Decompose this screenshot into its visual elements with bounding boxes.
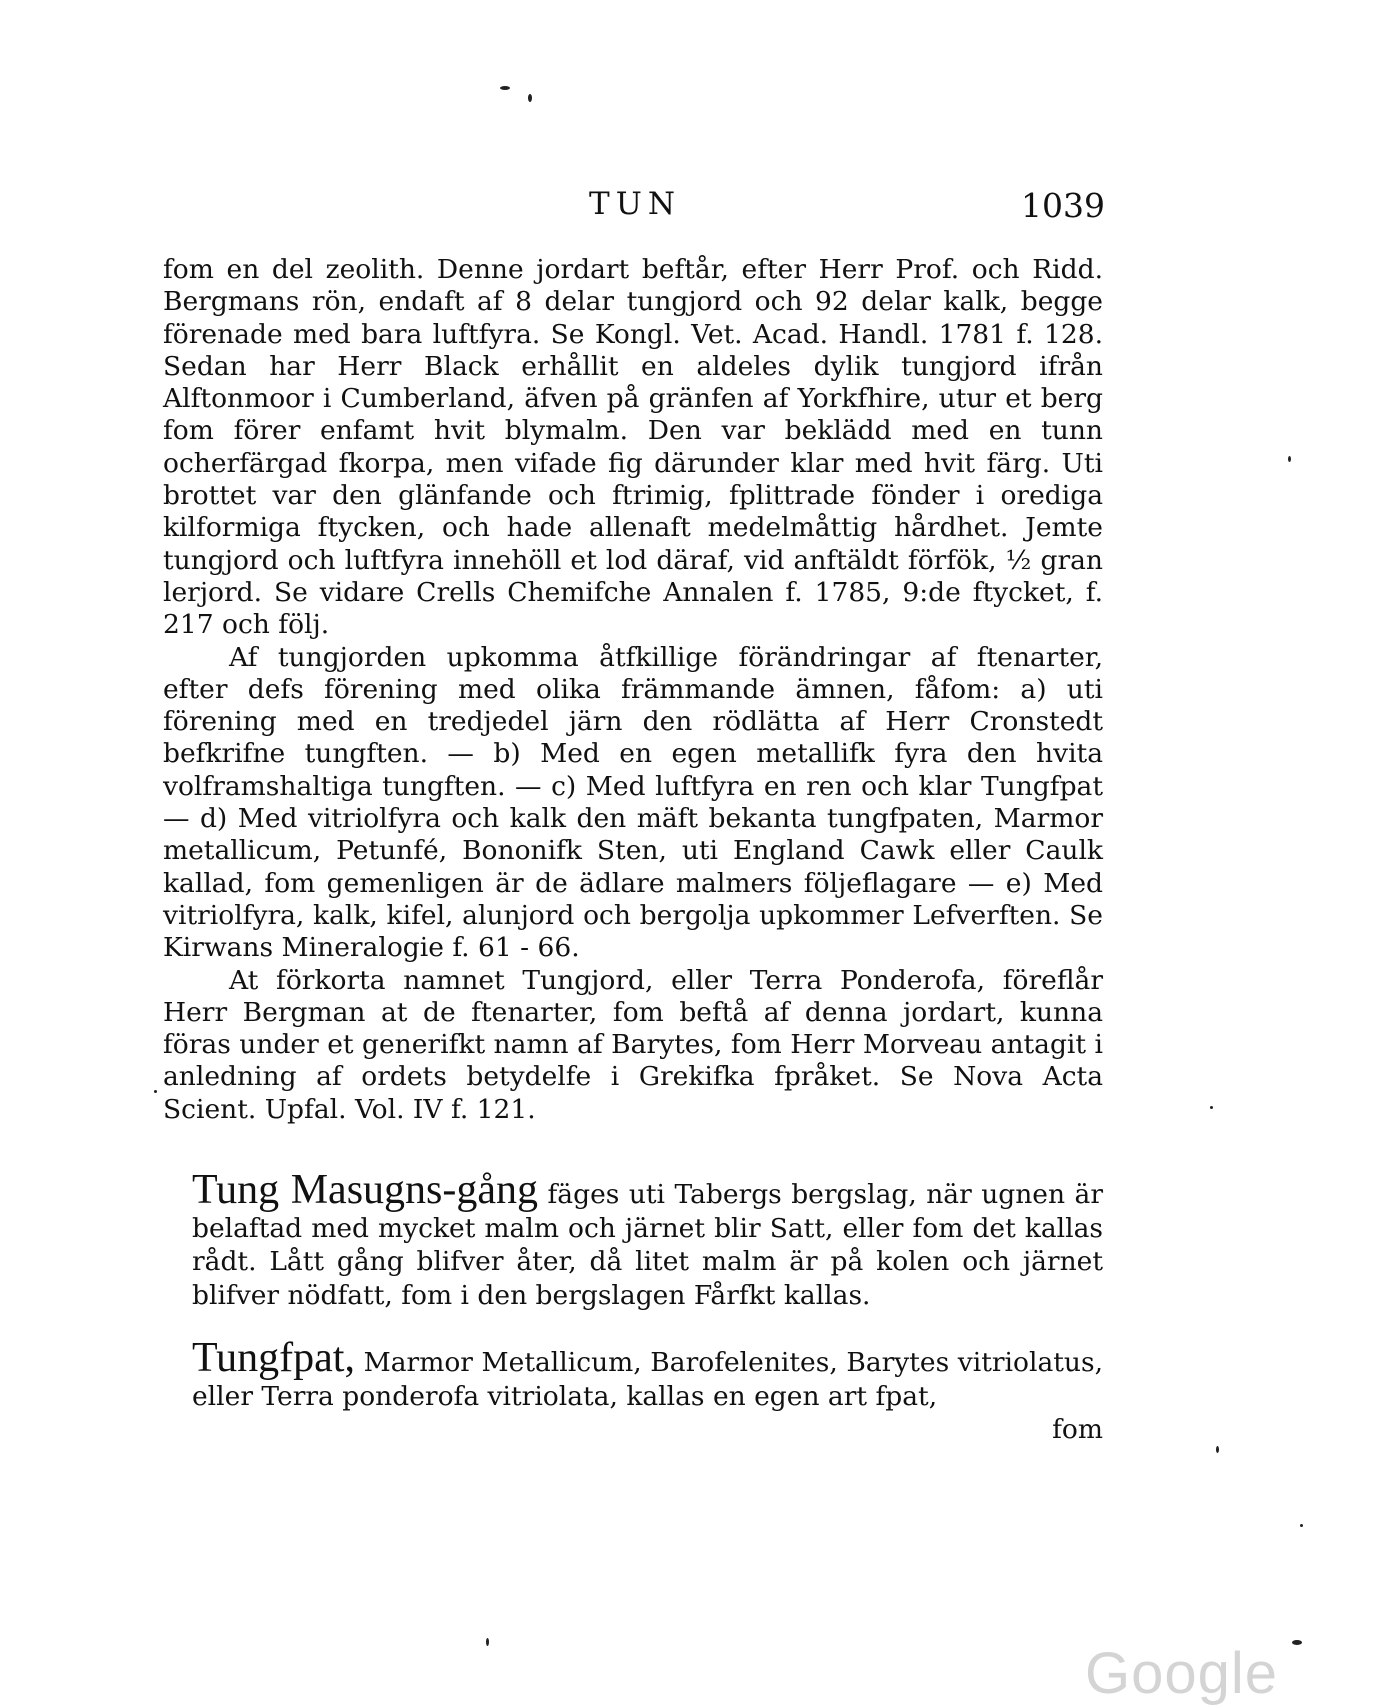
- scan-speck: [528, 94, 532, 102]
- entry-headword: Tung Masugns-gång: [192, 1167, 539, 1213]
- entry-text: Marmor Metallicum, Barofelenites, Barytes vitriolatus, eller Terra ponderofa vitriolata, kallas en egen art fpat,: [192, 1347, 1103, 1412]
- entry-text: fäges uti Tabergs bergslag, när ugnen är belaftad med mycket malm och järnet blir Satt, eller fom det kallas rådt. Lått gång blifver åter, då litet malm är på kolen och järnet blifver nödfatt, fom i den bergslagen Fårfkt kallas.: [192, 1179, 1103, 1311]
- scan-speck: [486, 1638, 489, 1646]
- scan-speck: [1288, 456, 1291, 462]
- catchword: fom: [1052, 1414, 1103, 1445]
- scan-speck: [1216, 1446, 1219, 1453]
- paragraph-3: At förkorta namnet Tungjord, eller Terra Ponderofa, föreflår Herr Bergman at de ftenarter, fom beftå af denna jordart, kunna föras under et generifkt namn af Barytes, fom Herr Morveau antagit i anledning af ordets betydelfe i Grekifka fpråket. Se Nova Acta Scient. Upfal. Vol. IV f. 121.: [163, 964, 1103, 1125]
- running-head: TUN: [589, 186, 681, 222]
- entry-headword: Tungfpat,: [192, 1335, 355, 1381]
- scan-speck: [500, 86, 510, 90]
- scan-speck: [1300, 1524, 1303, 1527]
- scan-speck: [1292, 1640, 1302, 1645]
- scan-speck: [1210, 1106, 1213, 1109]
- paragraph-2: Af tungjorden upkomma åtfkillige förändringar af ftenarter, efter defs förening med olika främmande ämnen, fåfom: a) uti förening med en tredjedel järn den rödlätta af Herr Cronstedt befkrifne tungften. — b) Med en egen metallifk fyra den hvita volframshaltiga tungften. — c) Med luftfyra en ren och klar Tungfpat — d) Med vitriolfyra och kalk den mäft bekanta tungfpaten, Marmor metallicum, Petunfé, Bononifk Sten, uti England Cawk eller Caulk kallad, fom gemenligen är de ädlare malmers följeflagare — e) Med vitriolfyra, kalk, kifel, alunjord och bergolja upkommer Lefverften. Se Kirwans Mineralogie f. 61 - 66.: [163, 641, 1103, 964]
- page-number: 1039: [1021, 186, 1105, 225]
- paragraph-1: fom en del zeolith. Denne jordart beftår, efter Herr Prof. och Ridd. Bergmans rön, endaft af 8 delar tungjord och 92 delar kalk, begge förenade med bara luftfyra. Se Kongl. Vet. Acad. Handl. 1781 f. 128. Sedan har Herr Black erhållit en aldeles dylik tungjord ifrån Alftonmoor i Cumberland, äfven på gränfen af Yorkfhire, utur et berg fom förer enfamt hvit blymalm. Den var beklädd med en tunn ocherfärgad fkorpa, men vifade fig därunder klar med hvit färg. Uti brottet var den glänfande och ftrimig, fplittrade fönder i orediga kilformiga ftycken, och hade allenaft medelmåttig hårdhet. Jemte tungjord och luftfyra innehöll et lod däraf, vid anftäldt förfök, ½ gran lerjord. Se vidare Crells Chemifche Annalen f. 1785, 9:de ftycket, f. 217 och följ.: [163, 254, 1103, 641]
- page-header: [165, 186, 1105, 236]
- scan-speck: [154, 1090, 157, 1093]
- entry-tungspat: [192, 1335, 1103, 1447]
- entry-tung-masugns-gang: [192, 1167, 1103, 1312]
- google-watermark: Google: [1085, 1641, 1279, 1706]
- main-text: [163, 254, 1103, 1126]
